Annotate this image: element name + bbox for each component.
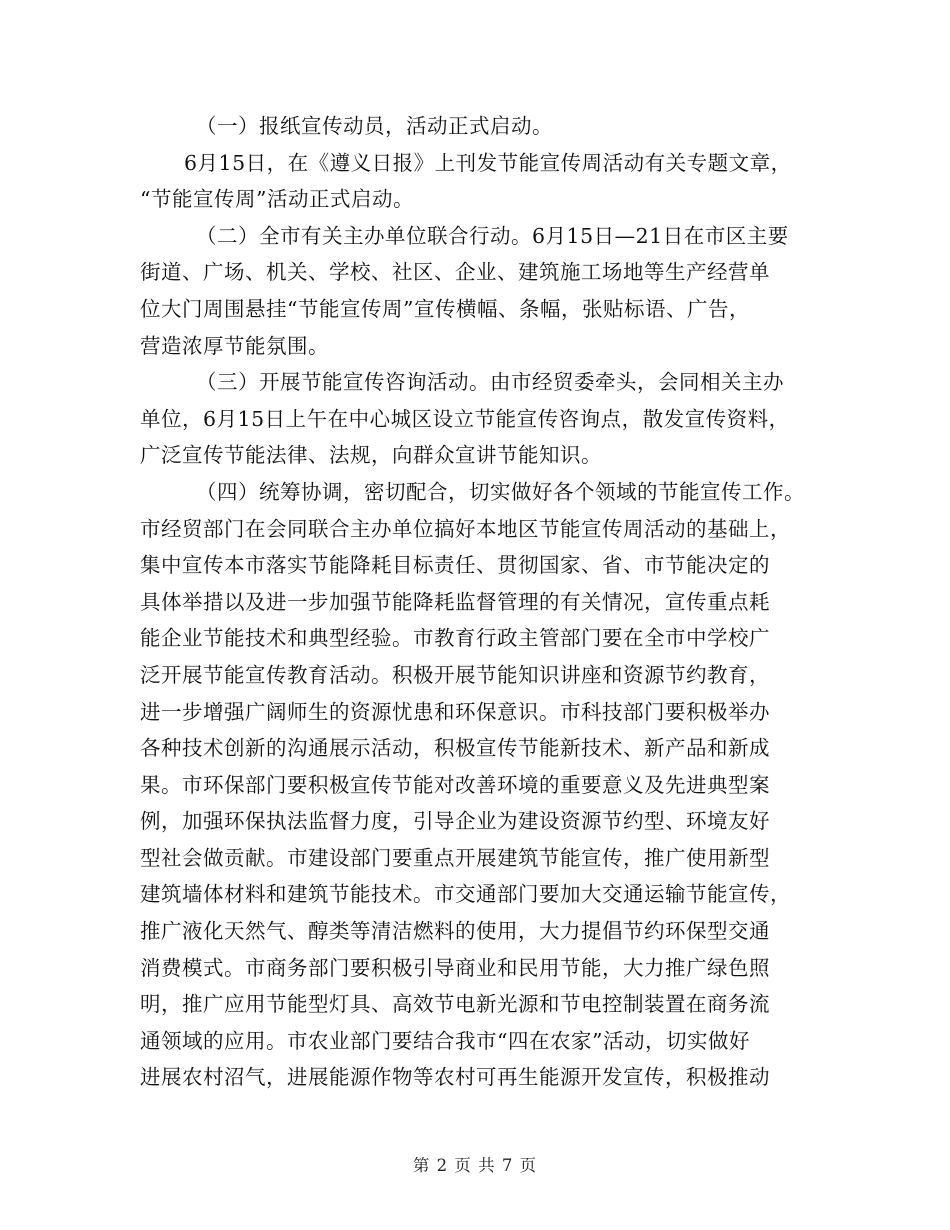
text-line: 各种技术创新的沟通展示活动，积极宣传节能新技术、新产品和新成 [140,736,770,761]
text-line: 6月15日，在《遵义日报》上刊发节能宣传周活动有关专题文章， [184,150,792,175]
page-footer: 第 2 页 共 7 页 [412,1156,538,1175]
text-line: 明，推广应用节能型灯具、高效节电新光源和节电控制装置在商务流 [140,992,770,1017]
text-line: 具体举措以及进一步加强节能降耗监督管理的有关情况，宣传重点耗 [140,589,770,614]
text-line: 集中宣传本市落实节能降耗目标责任、贯彻国家、省、市节能决定的 [140,553,770,578]
text-line: 果。市环保部门要积极宣传节能对改善环境的重要意义及先进典型案 [140,772,770,797]
text-line: 推广液化天然气、醇类等清洁燃料的使用，大力提倡节约环保型交通 [140,919,770,944]
text-line: 位大门周围悬挂“节能宣传周”宣传横幅、条幅，张贴标语、广告， [140,296,750,321]
text-line: 泛开展节能宣传教育活动。积极开展节能知识讲座和资源节约教育， [140,662,770,687]
text-line: 消费模式。市商务部门要积极引导商业和民用节能，大力推广绿色照 [140,955,770,980]
text-line: 通领域的应用。市农业部门要结合我市“四在农家”活动，切实做好 [140,1028,750,1053]
text-line: （四）统筹协调，密切配合，切实做好各个领域的节能宣传工作。 [196,479,805,504]
text-line: 进一步增强广阔师生的资源忧患和环保意识。市科技部门要积极举办 [140,699,770,724]
text-line: “节能宣传周”活动正式启动。 [140,187,414,212]
text-line: 市经贸部门在会同联合主办单位搞好本地区节能宣传周活动的基础上， [140,516,791,541]
text-line: （三）开展节能宣传咨询活动。由市经贸委牵头，会同相关主办 [196,370,784,395]
text-line: （一）报纸宣传动员，活动正式启动。 [196,114,553,138]
document-body [140,108,810,1096]
text-line: 营造浓厚节能氛围。 [140,333,329,358]
text-line: 能企业节能技术和典型经验。市教育行政主管部门要在全市中学校广 [140,626,770,651]
text-line: 型社会做贡献。市建设部门要重点开展建筑节能宣传，推广使用新型 [140,845,770,870]
text-line: 进展农村沼气，进展能源作物等农村可再生能源开发宣传，积极推动 [140,1065,770,1090]
text-line: 例，加强环保执法监督力度，引导企业为建设资源节约型、环境友好 [140,809,770,834]
text-line: 街道、广场、机关、学校、社区、企业、建筑施工场地等生产经营单 [140,260,770,285]
text-line: 单位，6月15日上午在中心城区设立节能宣传咨询点，散发宣传资料， [140,406,790,431]
text-line: （二）全市有关主办单位联合行动。6月15日—21日在市区主要 [196,223,789,248]
text-line: 广泛宣传节能法律、法规，向群众宣讲节能知识。 [140,443,602,468]
text-line: 建筑墙体材料和建筑节能技术。市交通部门要加大交通运输节能宣传， [140,882,791,907]
